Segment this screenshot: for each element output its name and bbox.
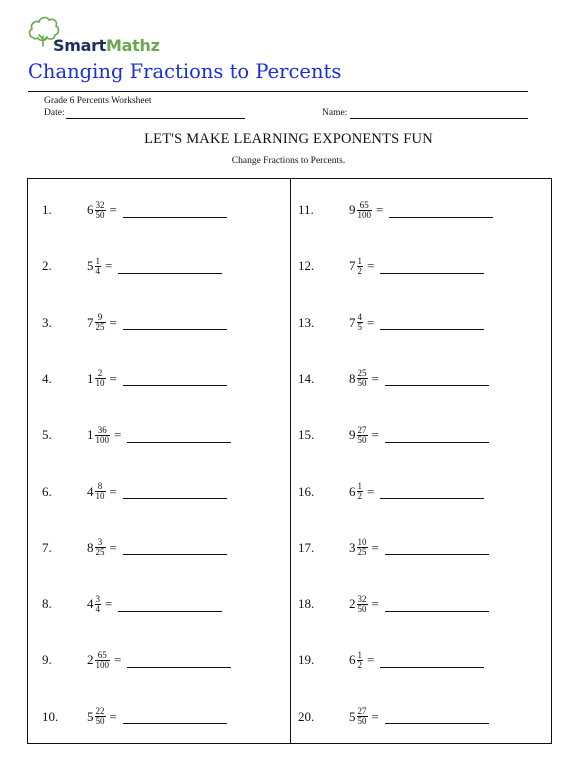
fraction: [357, 257, 364, 276]
denominator: 50: [357, 378, 367, 389]
problem-number: 16.: [298, 483, 315, 499]
problem-number: 6.: [42, 483, 52, 499]
mixed-number-expression: [349, 367, 489, 391]
whole-part: 7: [349, 258, 356, 274]
problem-number: 1.: [42, 202, 52, 217]
denominator: 4: [95, 265, 100, 276]
problem-number: 17.: [298, 539, 315, 555]
denominator: 50: [357, 716, 367, 727]
equals-sign: =: [109, 370, 117, 386]
whole-part: 5: [349, 708, 356, 724]
problem-number: 19.: [298, 652, 315, 668]
denominator: 4: [95, 603, 100, 614]
problem-item: [298, 254, 538, 278]
equals-sign: =: [367, 314, 375, 330]
fraction: [357, 707, 368, 726]
equals-sign: =: [109, 708, 117, 724]
equals-sign: =: [109, 483, 117, 499]
title-rule: [28, 91, 528, 92]
mixed-number-expression: [349, 198, 493, 222]
equals-sign: =: [109, 539, 117, 555]
equals-sign: =: [367, 483, 375, 499]
fraction: [95, 257, 102, 276]
equals-sign: =: [114, 652, 122, 668]
mixed-number-expression: [87, 480, 227, 504]
whole-part: 4: [87, 596, 94, 612]
mixed-number-expression: [349, 311, 484, 335]
denominator: 2: [357, 491, 362, 501]
problem-item: [298, 198, 538, 222]
fraction: [357, 595, 368, 614]
mixed-number-expression: [349, 480, 484, 504]
problem-number: 13.: [298, 314, 315, 330]
denominator: 100: [95, 434, 109, 445]
fraction: [95, 707, 106, 726]
whole-part: 9: [349, 202, 356, 217]
whole-part: 1: [87, 427, 94, 443]
answer-blank[interactable]: [127, 667, 231, 668]
name-label: Name:: [322, 108, 348, 118]
equals-sign: =: [371, 370, 379, 386]
denominator: 25: [357, 547, 367, 558]
problem-item: [298, 480, 538, 504]
numerator: 1: [95, 255, 100, 266]
fraction: [357, 538, 368, 557]
problem-item: [298, 705, 538, 729]
equals-sign: =: [367, 652, 375, 668]
mixed-number-expression: [87, 423, 231, 447]
problem-item: [42, 536, 282, 560]
mixed-number-expression: [87, 254, 222, 278]
whole-part: 8: [349, 370, 356, 386]
fraction: [95, 538, 106, 557]
denominator: 100: [357, 209, 371, 220]
problem-number: 9.: [42, 652, 52, 668]
problem-item: [42, 480, 282, 504]
problem-item: [298, 311, 538, 335]
problem-item: [42, 648, 282, 672]
answer-blank[interactable]: [385, 723, 489, 724]
answer-blank[interactable]: [385, 611, 489, 612]
whole-part: 9: [349, 427, 356, 443]
fraction: [357, 313, 364, 332]
answer-blank[interactable]: [123, 723, 227, 724]
answer-blank[interactable]: [123, 217, 227, 218]
problem-number: 5.: [42, 427, 52, 443]
problem-item: [42, 367, 282, 391]
name-field-line[interactable]: [350, 118, 528, 119]
mixed-number-expression: [87, 311, 227, 335]
answer-blank[interactable]: [380, 667, 484, 668]
whole-part: 6: [349, 652, 356, 668]
problem-item: [42, 198, 282, 222]
whole-part: 6: [87, 202, 94, 217]
denominator: 50: [357, 434, 367, 445]
problem-item: [298, 592, 538, 616]
fraction: [357, 482, 364, 501]
mixed-number-expression: [87, 367, 227, 391]
numerator: 65: [97, 649, 107, 660]
mixed-number-expression: [87, 536, 227, 560]
mixed-number-expression: [349, 254, 484, 278]
denominator: 25: [95, 322, 105, 333]
numerator: 36: [97, 424, 107, 435]
numerator: 22: [95, 706, 105, 717]
answer-blank[interactable]: [123, 554, 227, 555]
column-divider: [290, 178, 291, 744]
problem-item: [42, 705, 282, 729]
answer-blank[interactable]: [385, 385, 489, 386]
answer-blank[interactable]: [380, 498, 484, 499]
worksheet-label: Grade 6 Percents Worksheet: [44, 96, 152, 106]
equals-sign: =: [114, 427, 122, 443]
instructions: Change Fractions to Percents.: [231, 156, 346, 166]
problem-number: 18.: [298, 596, 315, 612]
whole-part: 5: [87, 258, 94, 274]
problem-item: [298, 423, 538, 447]
equals-sign: =: [109, 314, 117, 330]
fraction: [357, 651, 364, 670]
numerator: 8: [97, 481, 103, 491]
numerator: 1: [357, 649, 362, 660]
problem-number: 3.: [42, 314, 52, 330]
mixed-number-expression: [87, 705, 227, 729]
answer-blank[interactable]: [380, 273, 484, 274]
page-title: Changing Fractions to Percents: [28, 60, 342, 83]
problem-number: 7.: [42, 539, 52, 555]
mixed-number-expression: [349, 705, 489, 729]
numerator: 1: [357, 481, 362, 491]
whole-part: 2: [349, 596, 356, 612]
problem-item: [298, 367, 538, 391]
numerator: 3: [95, 593, 100, 604]
denominator: 50: [95, 716, 105, 727]
fraction: [357, 201, 373, 220]
denominator: 50: [95, 209, 105, 220]
whole-part: 7: [349, 314, 356, 330]
equals-sign: =: [371, 596, 379, 612]
whole-part: 6: [349, 483, 356, 499]
answer-blank[interactable]: [123, 329, 227, 330]
equals-sign: =: [367, 258, 375, 274]
problem-number: 12.: [298, 258, 315, 274]
denominator: 50: [357, 603, 367, 614]
problem-number: 15.: [298, 427, 315, 443]
equals-sign: =: [371, 539, 379, 555]
mixed-number-expression: [349, 423, 489, 447]
problem-number: 4.: [42, 370, 52, 386]
denominator: 25: [95, 547, 105, 558]
problem-number: 11.: [298, 202, 314, 217]
answer-blank[interactable]: [123, 385, 227, 386]
answer-blank[interactable]: [127, 442, 231, 443]
fraction: [95, 482, 106, 501]
smartmathz-logo: [25, 12, 165, 57]
fraction: [95, 313, 106, 332]
date-field-line[interactable]: [66, 118, 245, 119]
whole-part: 7: [87, 314, 94, 330]
numerator: 27: [357, 706, 367, 717]
equals-sign: =: [371, 708, 379, 724]
numerator: 65: [359, 199, 369, 210]
whole-part: 1: [87, 370, 94, 386]
fraction: [95, 595, 102, 614]
answer-blank[interactable]: [118, 611, 222, 612]
worksheet-heading: LET'S MAKE LEARNING EXPONENTS FUN: [144, 131, 433, 147]
fraction: [95, 651, 111, 670]
answer-blank[interactable]: [389, 217, 493, 218]
numerator: 25: [357, 368, 367, 379]
problem-item: [42, 592, 282, 616]
problem-item: [42, 423, 282, 447]
numerator: 32: [357, 593, 367, 604]
whole-part: 4: [87, 483, 94, 499]
numerator: 2: [97, 368, 103, 379]
whole-part: 3: [349, 539, 356, 555]
answer-blank[interactable]: [385, 442, 489, 443]
mixed-number-expression: [349, 536, 489, 560]
equals-sign: =: [371, 427, 379, 443]
denominator: 10: [95, 378, 105, 389]
answer-blank[interactable]: [380, 329, 484, 330]
answer-blank[interactable]: [123, 498, 227, 499]
numerator: 1: [357, 255, 362, 266]
equals-sign: =: [109, 202, 117, 217]
numerator: 27: [357, 424, 367, 435]
problem-number: 10.: [42, 708, 59, 724]
problem-item: [42, 254, 282, 278]
denominator: 2: [357, 659, 362, 670]
numerator: 3: [97, 537, 103, 548]
mixed-number-expression: [87, 648, 231, 672]
mixed-number-expression: [87, 198, 227, 222]
fraction: [95, 201, 106, 220]
problem-number: 20.: [298, 708, 315, 724]
numerator: 10: [357, 537, 367, 548]
answer-blank[interactable]: [118, 273, 222, 274]
fraction: [357, 426, 368, 445]
fraction: [95, 426, 111, 445]
problem-number: 8.: [42, 596, 52, 612]
problem-item: [298, 648, 538, 672]
denominator: 2: [357, 265, 362, 276]
mixed-number-expression: [87, 592, 222, 616]
denominator: 100: [95, 659, 109, 670]
answer-blank[interactable]: [385, 554, 489, 555]
denominator: 5: [357, 322, 362, 333]
date-label: Date:: [44, 108, 65, 118]
equals-sign: =: [376, 202, 384, 217]
problem-item: [42, 311, 282, 335]
mixed-number-expression: [349, 648, 484, 672]
whole-part: 5: [87, 708, 94, 724]
denominator: 10: [95, 491, 105, 501]
equals-sign: =: [105, 596, 113, 612]
problem-number: 2.: [42, 258, 52, 274]
fraction: [95, 369, 106, 388]
numerator: 9: [97, 312, 103, 323]
mixed-number-expression: [349, 592, 489, 616]
equals-sign: =: [105, 258, 113, 274]
problem-number: 14.: [298, 370, 315, 386]
whole-part: 2: [87, 652, 94, 668]
numerator: 32: [95, 199, 105, 210]
problem-item: [298, 536, 538, 560]
fraction: [357, 369, 368, 388]
brand-name: SmartMathz: [53, 36, 160, 55]
numerator: 4: [357, 312, 362, 323]
whole-part: 8: [87, 539, 94, 555]
